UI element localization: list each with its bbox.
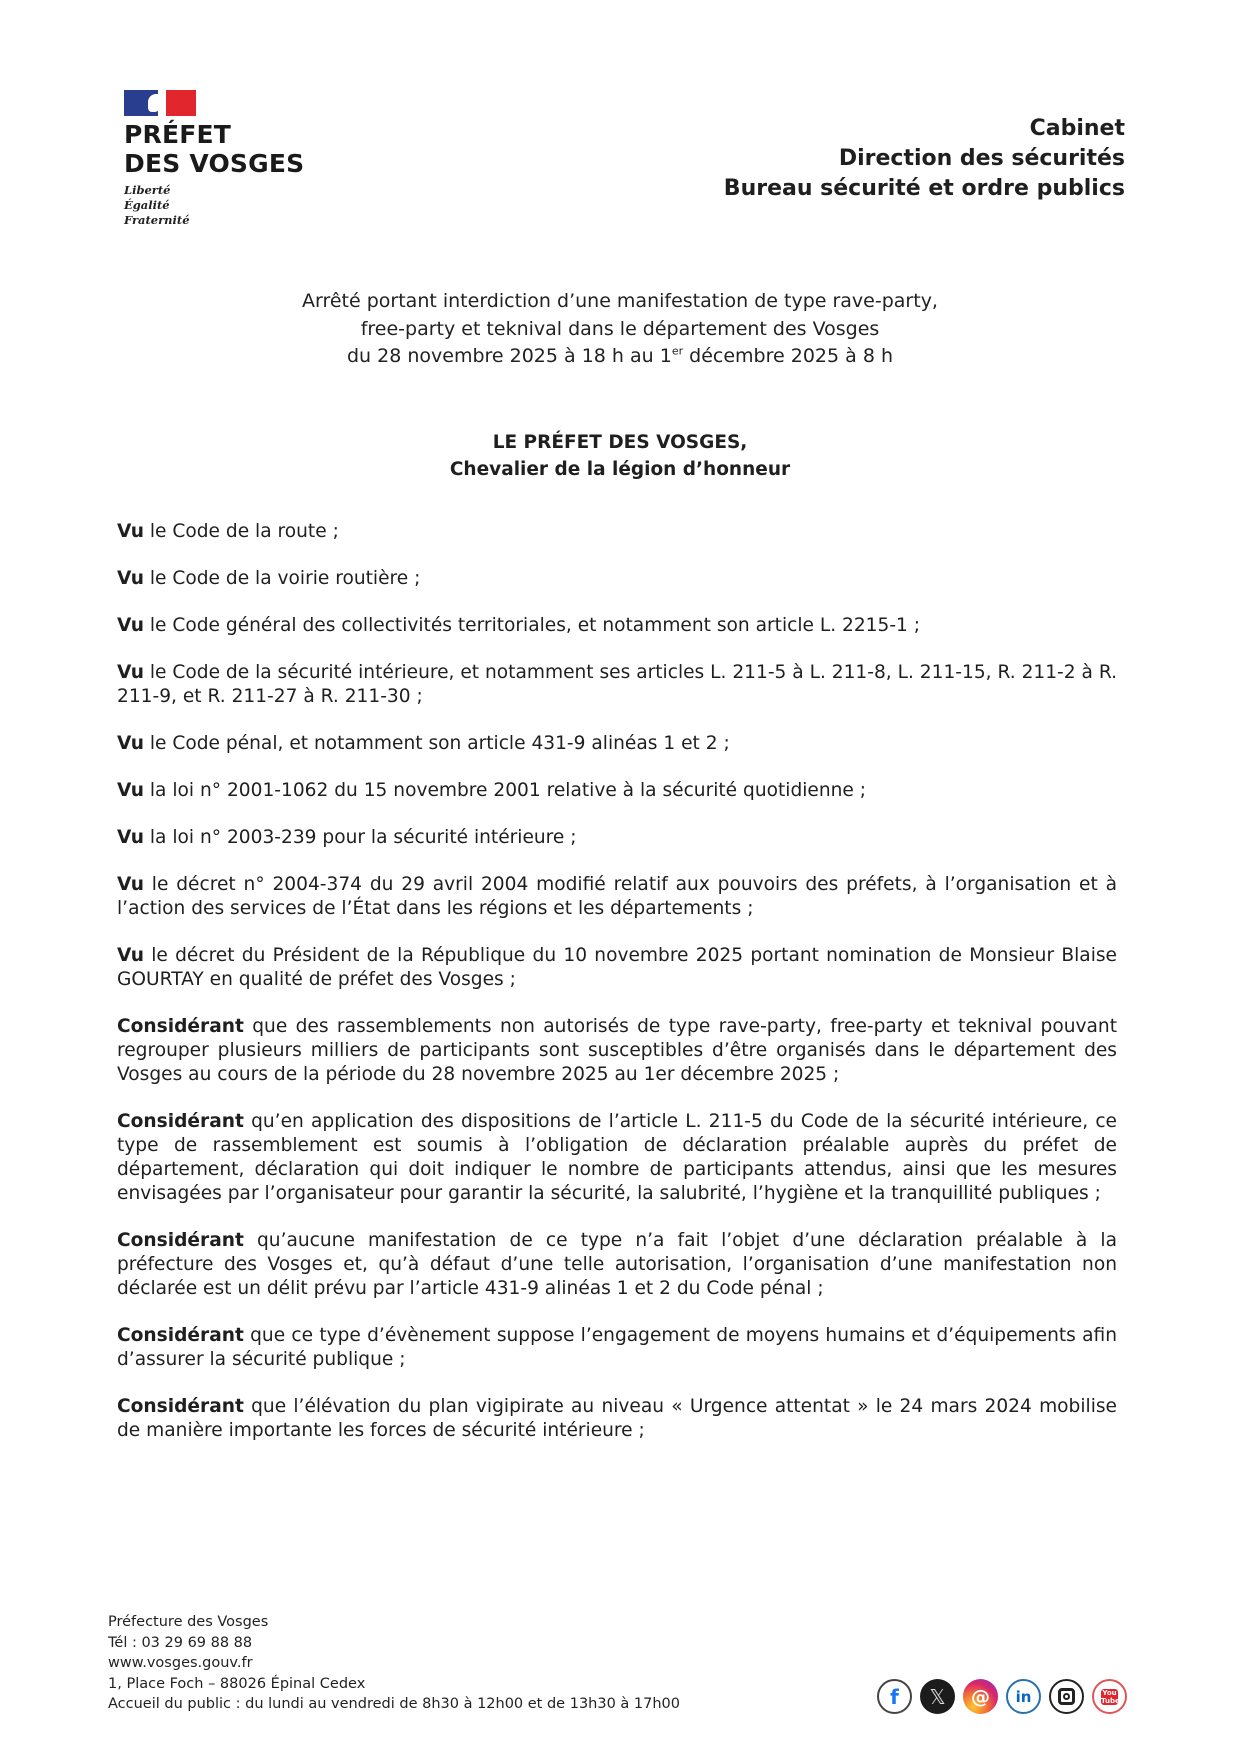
marianne-flag-icon <box>124 90 196 116</box>
issuing-service <box>724 114 1125 204</box>
threads-icon[interactable]: @ <box>963 1679 998 1714</box>
footer-website-link[interactable]: www.vosges.gouv.fr <box>108 1655 253 1671</box>
x-icon[interactable]: 𝕏 <box>920 1679 955 1714</box>
facebook-icon[interactable]: f <box>877 1679 912 1714</box>
considerant-paragraph: Considérant qu’en application des dispositions de l’article L. 211-5 du Code de la sécurité intérieure, ce type de rassemblement est soumis à l’obligation de déclaration préalable auprès du préfet de département, déclaration qui doit indiquer le nombre de participants attendus, ainsi que les mesures envisagées par l’organisateur pour garantir la sécurité, la salubrité, l’hygiène et la tranquillité publiques ; <box>117 1111 1117 1204</box>
visa-paragraph: Vu la loi n° 2001-1062 du 15 novembre 2001 relative à la sécurité quotidienne ; <box>117 780 867 801</box>
visa-paragraph: Vu le décret n° 2004-374 du 29 avril 2004 modifié relatif aux pouvoirs des préfets, à l’organisation et à l’action des services de l’État dans les régions et les départements ; <box>117 874 1117 919</box>
linkedin-icon[interactable]: in <box>1006 1679 1041 1714</box>
decree-body <box>117 520 1117 1466</box>
logo-title: PRÉFET DES VOSGES <box>124 120 305 178</box>
prefecture-logo <box>124 90 304 228</box>
visa-paragraph: Vu le décret du Président de la République du 10 novembre 2025 portant nomination de Monsieur Blaise GOURTAY en qualité de préfet des Vosges ; <box>117 945 1117 990</box>
visa-paragraph: Vu le Code de la voirie routière ; <box>117 568 421 589</box>
visa-paragraph: Vu le Code général des collectivités territoriales, et notamment son article L. 2215-1 ; <box>117 615 921 636</box>
considerant-paragraph: Considérant qu’aucune manifestation de ce type n’a fait l’objet d’une déclaration préalable à la préfecture des Vosges et, qu’à défaut d’une telle autorisation, l’organisation d’une manifestation non déclarée est un délit prévu par l’article 431-9 alinéas 1 et 2 du Code pénal ; <box>117 1230 1117 1299</box>
considerant-paragraph: Considérant que ce type d’évènement suppose l’engagement de moyens humains et d’équipements afin d’assurer la sécurité publique ; <box>117 1325 1117 1370</box>
service-bureau: Bureau sécurité et ordre publics <box>723 176 1125 201</box>
footer-address: 1, Place Foch – 88026 Épinal Cedex <box>108 1675 366 1692</box>
service-direction: Direction des sécurités <box>838 146 1125 171</box>
visa-paragraph: Vu le Code de la sécurité intérieure, et notamment ses articles L. 211-5 à L. 211-8, L. 211-15, R. 211-2 à R. 211-9, et R. 211-27 à R. 211-30 ; <box>117 662 1117 707</box>
service-cabinet: Cabinet <box>1029 116 1125 141</box>
social-links <box>877 1679 1127 1714</box>
republic-motto: Liberté Égalité Fraternité <box>124 183 190 227</box>
considerant-paragraph: Considérant que des rassemblements non autorisés de type rave-party, free-party et teknival pouvant regrouper plusieurs milliers de participants sont susceptibles d’être organisés dans le département des Vosges au cours de la période du 28 novembre 2025 au 1er décembre 2025 ; <box>117 1016 1117 1085</box>
visa-paragraph: Vu la loi n° 2003-239 pour la sécurité intérieure ; <box>117 827 577 848</box>
footer-contact <box>108 1612 680 1715</box>
footer-hours: Accueil du public : du lundi au vendredi de 8h30 à 12h00 et de 13h30 à 17h00 <box>108 1696 680 1712</box>
visa-paragraph: Vu le Code de la route ; <box>117 521 339 542</box>
footer-phone: Tél : 03 29 69 88 88 <box>108 1634 253 1651</box>
footer-name: Préfecture des Vosges <box>108 1614 269 1630</box>
instagram-icon[interactable] <box>1049 1679 1084 1714</box>
visa-paragraph: Vu le Code pénal, et notamment son article 431-9 alinéas 1 et 2 ; <box>117 733 730 754</box>
issuing-authority: LE PRÉFET DES VOSGES, Chevalier de la légion d’honneur <box>449 432 791 480</box>
decree-title: Arrêté portant interdiction d’une manifestation de type rave-party, free-party et teknival dans le département des Vosges du 28 novembre 2025 à 18 h au 1er décembre 2025 à 8 h <box>302 290 938 367</box>
youtube-icon[interactable]: You Tube <box>1092 1679 1127 1714</box>
considerant-paragraph: Considérant que l’élévation du plan vigipirate au niveau « Urgence attentat » le 24 mars 2024 mobilise de manière importante les forces de sécurité intérieure ; <box>117 1396 1117 1441</box>
